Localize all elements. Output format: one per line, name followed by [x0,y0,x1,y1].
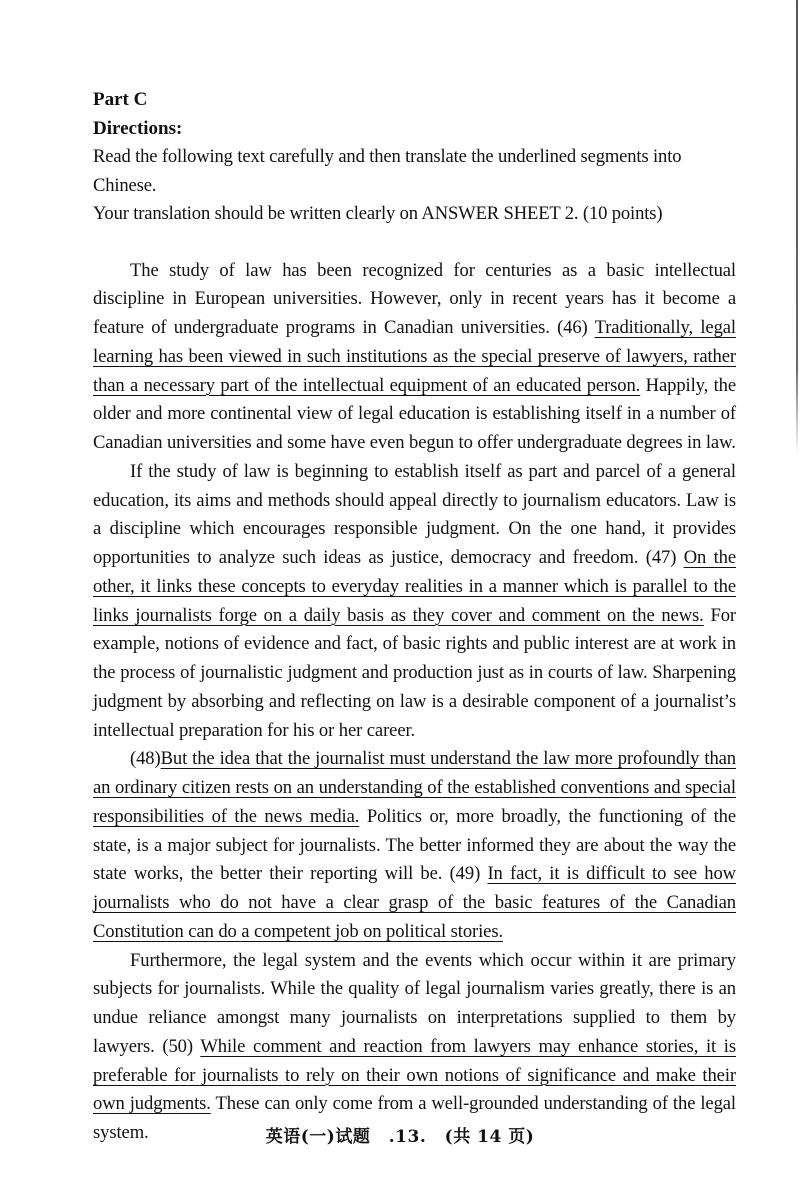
directions-heading [93,115,736,144]
footer-page-number: .13. [388,1127,427,1147]
underlined-segment-49: In fact, it is difficult to see how journalists who do not have a clear grasp of the basic features of the Canadian Constitution can do a competent job on political stories. [93,863,737,942]
underlined-segment-48: But the idea that the journalist must understand the law more profoundly than an ordinary citizen rests on an understanding of the established conventions and special responsibilities of the news media. [93,748,736,827]
part-title: Part C [93,89,148,110]
text-segment: For example, notions of evidence and fact, of basic rights and public interest are at work in the process of journalistic judgment and production just as in courts of law. Sharpening judgment by absorbing and reflecting on law is a desirable component of a journalist’s intellectual preparation for his or her career. [93,604,736,741]
directions-colon: : [176,117,183,139]
passage-paragraph-1 [93,257,736,458]
text-segment: (48) [130,748,161,770]
underlined-segment-50: While comment and reaction from lawyers may enhance stories, it is preferable for journalists to rely on their own notions of significance and make their own judgments. [93,1035,736,1115]
text-segment: Politics or, more broadly, the functioning of the state, is a major subject for journalists. The better informed they are about the way the state works, the better their reporting will be. (49) [93,805,736,885]
directions-label: Directions [93,117,177,139]
scan-page-edge-line [796,0,798,455]
instructions-line-2: Your translation should be written clearly on ANSWER SHEET 2. (10 points) [93,203,663,224]
underlined-segment-47: On the other, it links these concepts to everyday realities in a manner which is parallel to the links journalists forge on a daily basis as they cover and comment on the news. [93,547,736,626]
page-footer [0,1122,800,1147]
instructions-line-1: Read the following text carefully and then translate the underlined segments into Chinese. [93,146,682,196]
footer-total-pages: (共 14 页) [444,1127,535,1147]
footer-subject: 英语(一)试题 [265,1127,371,1147]
passage-paragraph-3 [93,745,736,946]
text-segment: Furthermore, the legal system and the events which occur within it are primary subjects for journalists. While the quality of legal journalism varies greatly, there is an undue reliance amongst many journalists on interpretations supplied to them by lawyers. (50) [93,949,736,1057]
text-segment: If the study of law is beginning to establish itself as part and parcel of a general education, its aims and methods should appeal directly to journalism educators. Law is a discipline which encourages responsible judgment. On the one hand, it provides opportunities to analyze such ideas as justice, democracy and freedom. (47) [93,460,736,568]
text-segment: Happily, the older and more continental view of legal education is establishing itself in a number of Canadian universities and some have even begun to offer undergraduate degrees in law. [93,374,737,453]
passage [93,257,736,1148]
passage-paragraph-2 [93,458,736,746]
exam-page-content [93,86,736,1148]
text-segment: The study of law has been recognized for centuries as a basic intellectual discipline in European universities. However, only in recent years has it become a feature of undergraduate programs in Canadian universities. (46) [93,259,736,338]
passage-paragraph-4 [93,947,736,1148]
underlined-segment-46: Traditionally, legal learning has been viewed in such institutions as the special preserve of lawyers, rather than a necessary part of the intellectual equipment of an educated person. [93,317,736,396]
text-segment: These can only come from a well-grounded understanding of the legal system. [93,1093,736,1143]
